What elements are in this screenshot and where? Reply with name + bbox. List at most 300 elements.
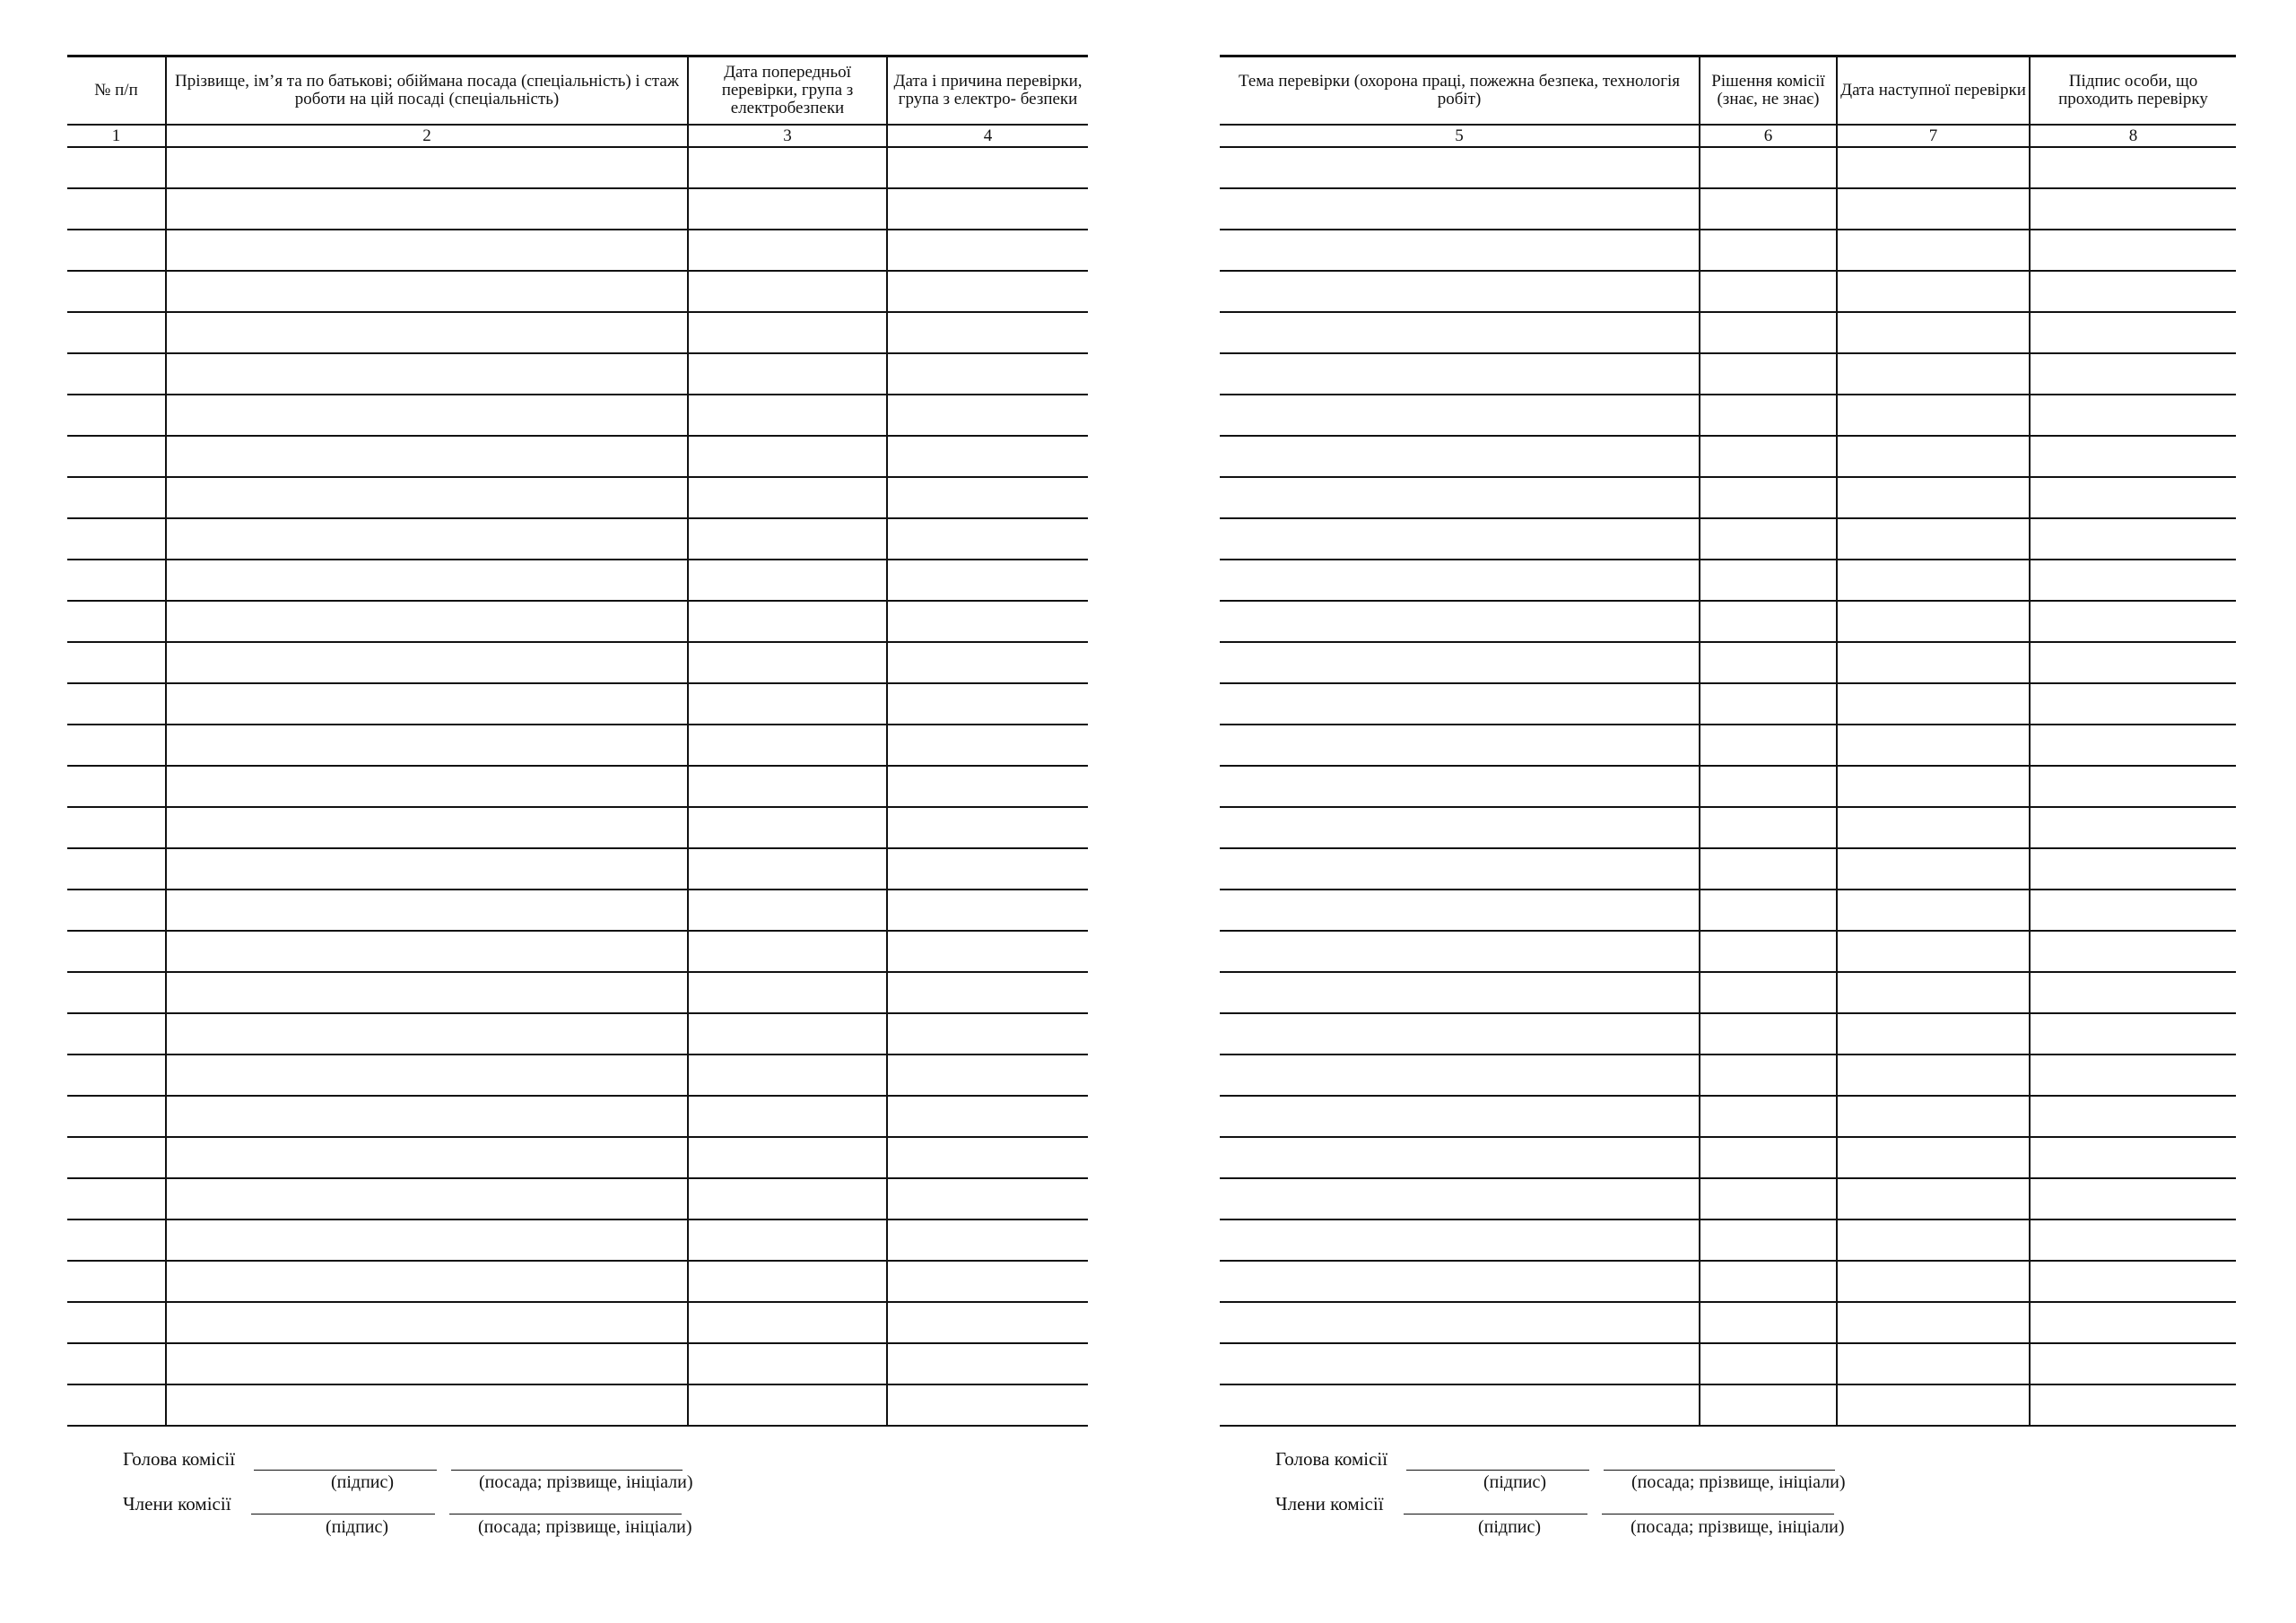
table-cell[interactable] xyxy=(688,1384,887,1426)
table-cell[interactable] xyxy=(887,848,1088,890)
table-row xyxy=(1220,1178,2236,1219)
chair-position-line[interactable] xyxy=(451,1470,683,1471)
table-cell[interactable] xyxy=(1700,848,1837,890)
table-cell[interactable] xyxy=(688,766,887,807)
table-cell[interactable] xyxy=(166,188,688,230)
right-journal-table xyxy=(1220,55,2236,1427)
table-cell[interactable] xyxy=(166,848,688,890)
table-cell[interactable] xyxy=(1220,188,1700,230)
table-cell[interactable] xyxy=(887,436,1088,477)
table-cell[interactable] xyxy=(688,1219,887,1261)
table-cell[interactable] xyxy=(67,560,166,601)
table-row xyxy=(1220,147,2236,188)
table-row xyxy=(67,890,1088,931)
table-cell[interactable] xyxy=(67,1055,166,1096)
table-cell[interactable] xyxy=(2030,518,2236,560)
table-row xyxy=(67,312,1088,353)
table-cell[interactable] xyxy=(688,147,887,188)
col-header-number: № п/п xyxy=(67,56,166,126)
col-number-label: 8 xyxy=(2030,125,2236,147)
table-cell[interactable] xyxy=(887,1219,1088,1261)
chair-label: Голова комісії xyxy=(123,1448,236,1470)
table-cell[interactable] xyxy=(887,1096,1088,1137)
table-cell[interactable] xyxy=(2030,312,2236,353)
table-cell[interactable] xyxy=(1700,353,1837,395)
table-cell[interactable] xyxy=(67,230,166,271)
table-row xyxy=(67,766,1088,807)
table-cell[interactable] xyxy=(688,477,887,518)
col-header-previous-check: Дата попередньої перевірки, група з електробезпеки xyxy=(688,56,887,126)
table-cell[interactable] xyxy=(1700,1178,1837,1219)
table-cell[interactable] xyxy=(2030,1384,2236,1426)
table-cell[interactable] xyxy=(67,1137,166,1178)
table-row xyxy=(67,395,1088,436)
table-cell[interactable] xyxy=(887,353,1088,395)
table-row xyxy=(67,1178,1088,1219)
table-cell[interactable] xyxy=(1837,1343,2030,1384)
table-cell[interactable] xyxy=(1700,436,1837,477)
table-cell[interactable] xyxy=(67,1178,166,1219)
table-cell[interactable] xyxy=(2030,807,2236,848)
table-cell[interactable] xyxy=(166,1302,688,1343)
right-table-body xyxy=(1220,147,2236,1426)
table-cell[interactable] xyxy=(1837,725,2030,766)
table-cell[interactable] xyxy=(67,890,166,931)
col-header-signature: Підпис особи, що проходить перевірку xyxy=(2030,56,2236,126)
table-cell[interactable] xyxy=(887,560,1088,601)
table-row xyxy=(1220,807,2236,848)
table-cell[interactable] xyxy=(166,477,688,518)
table-cell[interactable] xyxy=(1220,725,1700,766)
table-cell[interactable] xyxy=(166,890,688,931)
table-cell[interactable] xyxy=(2030,477,2236,518)
table-cell[interactable] xyxy=(67,1013,166,1055)
table-cell[interactable] xyxy=(887,683,1088,725)
table-cell[interactable] xyxy=(67,1219,166,1261)
table-row xyxy=(67,1219,1088,1261)
table-cell[interactable] xyxy=(688,1055,887,1096)
table-cell[interactable] xyxy=(2030,642,2236,683)
table-cell[interactable] xyxy=(166,560,688,601)
table-cell[interactable] xyxy=(1700,931,1837,972)
table-cell[interactable] xyxy=(166,1013,688,1055)
table-cell[interactable] xyxy=(1837,972,2030,1013)
table-row xyxy=(1220,931,2236,972)
table-cell[interactable] xyxy=(688,395,887,436)
table-cell[interactable] xyxy=(688,848,887,890)
table-cell[interactable] xyxy=(1700,477,1837,518)
table-row xyxy=(67,271,1088,312)
chair-signature-line[interactable] xyxy=(1406,1470,1589,1471)
table-cell[interactable] xyxy=(1837,271,2030,312)
table-cell[interactable] xyxy=(166,683,688,725)
table-row xyxy=(67,1013,1088,1055)
table-cell[interactable] xyxy=(887,230,1088,271)
table-cell[interactable] xyxy=(688,353,887,395)
table-cell[interactable] xyxy=(67,601,166,642)
table-cell[interactable] xyxy=(2030,1261,2236,1302)
table-cell[interactable] xyxy=(1700,1302,1837,1343)
table-cell[interactable] xyxy=(67,477,166,518)
table-cell[interactable] xyxy=(67,147,166,188)
table-cell[interactable] xyxy=(2030,1302,2236,1343)
table-cell[interactable] xyxy=(1700,601,1837,642)
table-row xyxy=(1220,436,2236,477)
table-cell[interactable] xyxy=(887,890,1088,931)
table-cell[interactable] xyxy=(1837,1302,2030,1343)
table-cell[interactable] xyxy=(166,1055,688,1096)
table-cell[interactable] xyxy=(688,807,887,848)
table-cell[interactable] xyxy=(1837,436,2030,477)
table-cell[interactable] xyxy=(1220,395,1700,436)
table-cell[interactable] xyxy=(1220,766,1700,807)
table-cell[interactable] xyxy=(1837,931,2030,972)
table-cell[interactable] xyxy=(887,1384,1088,1426)
table-cell[interactable] xyxy=(2030,1343,2236,1384)
table-cell[interactable] xyxy=(2030,147,2236,188)
table-cell[interactable] xyxy=(67,518,166,560)
table-cell[interactable] xyxy=(1700,642,1837,683)
table-cell[interactable] xyxy=(2030,436,2236,477)
chair-position-line[interactable] xyxy=(1604,1470,1835,1471)
table-cell[interactable] xyxy=(1220,518,1700,560)
table-cell[interactable] xyxy=(1837,1178,2030,1219)
table-cell[interactable] xyxy=(1700,395,1837,436)
table-cell[interactable] xyxy=(67,807,166,848)
col-header-commission-decision: Рішення комісії (знає, не знає) xyxy=(1700,56,1837,126)
members-label: Члени комісії xyxy=(1275,1493,1384,1515)
table-cell[interactable] xyxy=(1700,147,1837,188)
table-cell[interactable] xyxy=(688,683,887,725)
table-cell[interactable] xyxy=(2030,230,2236,271)
table-row xyxy=(1220,560,2236,601)
table-cell[interactable] xyxy=(2030,972,2236,1013)
table-cell[interactable] xyxy=(1220,931,1700,972)
table-cell[interactable] xyxy=(887,1343,1088,1384)
table-cell[interactable] xyxy=(887,601,1088,642)
table-cell[interactable] xyxy=(166,1096,688,1137)
table-cell[interactable] xyxy=(166,1261,688,1302)
table-cell[interactable] xyxy=(67,1261,166,1302)
table-cell[interactable] xyxy=(2030,766,2236,807)
table-cell[interactable] xyxy=(166,312,688,353)
table-cell[interactable] xyxy=(688,312,887,353)
table-cell[interactable] xyxy=(1700,683,1837,725)
table-cell[interactable] xyxy=(887,1261,1088,1302)
table-row xyxy=(1220,230,2236,271)
table-cell[interactable] xyxy=(688,931,887,972)
table-cell[interactable] xyxy=(688,518,887,560)
table-cell[interactable] xyxy=(887,642,1088,683)
table-cell[interactable] xyxy=(1220,230,1700,271)
table-cell[interactable] xyxy=(1220,848,1700,890)
chair-label: Голова комісії xyxy=(1275,1448,1388,1470)
table-cell[interactable] xyxy=(1700,1261,1837,1302)
table-cell[interactable] xyxy=(688,1261,887,1302)
table-cell[interactable] xyxy=(166,353,688,395)
table-cell[interactable] xyxy=(1700,890,1837,931)
col-number-label: 3 xyxy=(688,125,887,147)
table-cell[interactable] xyxy=(1220,1013,1700,1055)
table-cell[interactable] xyxy=(1837,766,2030,807)
table-cell[interactable] xyxy=(2030,353,2236,395)
table-cell[interactable] xyxy=(166,1137,688,1178)
table-cell[interactable] xyxy=(2030,1137,2236,1178)
table-cell[interactable] xyxy=(688,1013,887,1055)
table-cell[interactable] xyxy=(688,560,887,601)
table-cell[interactable] xyxy=(887,477,1088,518)
table-cell[interactable] xyxy=(688,188,887,230)
table-cell[interactable] xyxy=(166,972,688,1013)
table-cell[interactable] xyxy=(1700,1096,1837,1137)
table-cell[interactable] xyxy=(1837,890,2030,931)
table-cell[interactable] xyxy=(166,518,688,560)
table-cell[interactable] xyxy=(887,312,1088,353)
table-cell[interactable] xyxy=(887,1013,1088,1055)
table-cell[interactable] xyxy=(1837,1384,2030,1426)
table-cell[interactable] xyxy=(1220,436,1700,477)
table-cell[interactable] xyxy=(1837,683,2030,725)
table-cell[interactable] xyxy=(1700,271,1837,312)
table-cell[interactable] xyxy=(1837,188,2030,230)
table-cell[interactable] xyxy=(1220,1343,1700,1384)
table-cell[interactable] xyxy=(1220,1055,1700,1096)
table-cell[interactable] xyxy=(1220,683,1700,725)
table-cell[interactable] xyxy=(1700,807,1837,848)
table-cell[interactable] xyxy=(887,725,1088,766)
table-cell[interactable] xyxy=(688,725,887,766)
table-cell[interactable] xyxy=(887,188,1088,230)
table-cell[interactable] xyxy=(1220,1178,1700,1219)
table-cell[interactable] xyxy=(2030,1096,2236,1137)
table-cell[interactable] xyxy=(1220,353,1700,395)
table-cell[interactable] xyxy=(166,230,688,271)
table-cell[interactable] xyxy=(2030,601,2236,642)
table-cell[interactable] xyxy=(2030,1219,2236,1261)
table-cell[interactable] xyxy=(1220,312,1700,353)
table-cell[interactable] xyxy=(1700,766,1837,807)
table-cell[interactable] xyxy=(1220,1137,1700,1178)
table-row xyxy=(67,601,1088,642)
table-cell[interactable] xyxy=(166,436,688,477)
table-cell[interactable] xyxy=(1837,1261,2030,1302)
table-cell[interactable] xyxy=(67,395,166,436)
table-cell[interactable] xyxy=(688,642,887,683)
table-cell[interactable] xyxy=(1220,1302,1700,1343)
table-cell[interactable] xyxy=(2030,931,2236,972)
table-cell[interactable] xyxy=(688,1343,887,1384)
table-cell[interactable] xyxy=(2030,683,2236,725)
table-row xyxy=(1220,848,2236,890)
table-cell[interactable] xyxy=(1837,1137,2030,1178)
table-cell[interactable] xyxy=(688,230,887,271)
table-cell[interactable] xyxy=(1837,1013,2030,1055)
table-cell[interactable] xyxy=(887,972,1088,1013)
table-cell[interactable] xyxy=(688,1178,887,1219)
table-cell[interactable] xyxy=(166,766,688,807)
table-cell[interactable] xyxy=(67,766,166,807)
left-column-numbers-row xyxy=(67,125,1088,147)
table-cell[interactable] xyxy=(1837,1219,2030,1261)
table-cell[interactable] xyxy=(67,271,166,312)
signature-caption: (підпис) xyxy=(1483,1472,1547,1492)
table-cell[interactable] xyxy=(166,807,688,848)
table-cell[interactable] xyxy=(1700,725,1837,766)
table-cell[interactable] xyxy=(67,436,166,477)
table-cell[interactable] xyxy=(1837,1096,2030,1137)
table-cell[interactable] xyxy=(887,1178,1088,1219)
table-cell[interactable] xyxy=(688,601,887,642)
table-cell[interactable] xyxy=(2030,1178,2236,1219)
table-cell[interactable] xyxy=(1220,271,1700,312)
table-cell[interactable] xyxy=(67,931,166,972)
table-cell[interactable] xyxy=(67,642,166,683)
table-cell[interactable] xyxy=(1700,1343,1837,1384)
table-cell[interactable] xyxy=(688,436,887,477)
table-cell[interactable] xyxy=(1837,518,2030,560)
table-row xyxy=(1220,312,2236,353)
table-cell[interactable] xyxy=(166,1219,688,1261)
table-cell[interactable] xyxy=(166,931,688,972)
table-row xyxy=(67,683,1088,725)
col-number-label: 6 xyxy=(1700,125,1837,147)
table-cell[interactable] xyxy=(166,725,688,766)
table-cell[interactable] xyxy=(1700,1219,1837,1261)
table-cell[interactable] xyxy=(1220,1219,1700,1261)
members-label: Члени комісії xyxy=(123,1493,231,1515)
table-cell[interactable] xyxy=(1700,972,1837,1013)
table-cell[interactable] xyxy=(1700,312,1837,353)
table-cell[interactable] xyxy=(1837,807,2030,848)
table-cell[interactable] xyxy=(1220,1096,1700,1137)
table-cell[interactable] xyxy=(688,1137,887,1178)
table-cell[interactable] xyxy=(1837,395,2030,436)
table-cell[interactable] xyxy=(1700,1013,1837,1055)
table-cell[interactable] xyxy=(887,395,1088,436)
col-header-check-reason: Дата і причина перевірки, група з електро- безпеки xyxy=(887,56,1088,126)
table-row xyxy=(1220,518,2236,560)
table-cell[interactable] xyxy=(688,972,887,1013)
table-cell[interactable] xyxy=(67,848,166,890)
table-cell[interactable] xyxy=(1837,312,2030,353)
table-row xyxy=(1220,1384,2236,1426)
table-row xyxy=(1220,642,2236,683)
table-cell[interactable] xyxy=(1700,1137,1837,1178)
table-cell[interactable] xyxy=(887,931,1088,972)
table-cell[interactable] xyxy=(1700,1055,1837,1096)
table-cell[interactable] xyxy=(688,1096,887,1137)
table-cell[interactable] xyxy=(166,147,688,188)
table-cell[interactable] xyxy=(67,725,166,766)
table-cell[interactable] xyxy=(1837,353,2030,395)
table-cell[interactable] xyxy=(887,807,1088,848)
right-page xyxy=(1148,0,2296,1623)
table-cell[interactable] xyxy=(1700,560,1837,601)
col-header-check-topic: Тема перевірки (охорона праці, пожежна безпека, технологія робіт) xyxy=(1220,56,1700,126)
table-row xyxy=(67,807,1088,848)
table-cell[interactable] xyxy=(67,1384,166,1426)
table-cell[interactable] xyxy=(67,683,166,725)
members-signature-line[interactable] xyxy=(251,1514,435,1515)
table-cell[interactable] xyxy=(67,1343,166,1384)
table-cell[interactable] xyxy=(2030,725,2236,766)
table-cell[interactable] xyxy=(166,601,688,642)
table-cell[interactable] xyxy=(887,1137,1088,1178)
table-cell[interactable] xyxy=(166,1343,688,1384)
table-cell[interactable] xyxy=(1837,230,2030,271)
table-cell[interactable] xyxy=(887,1055,1088,1096)
table-cell[interactable] xyxy=(1220,147,1700,188)
table-cell[interactable] xyxy=(887,147,1088,188)
table-cell[interactable] xyxy=(887,271,1088,312)
table-cell[interactable] xyxy=(67,1096,166,1137)
table-cell[interactable] xyxy=(887,1302,1088,1343)
table-cell[interactable] xyxy=(1837,601,2030,642)
table-cell[interactable] xyxy=(2030,395,2236,436)
table-row xyxy=(1220,1302,2236,1343)
members-position-line[interactable] xyxy=(449,1514,682,1515)
table-cell[interactable] xyxy=(166,1178,688,1219)
table-cell[interactable] xyxy=(1220,601,1700,642)
table-cell[interactable] xyxy=(1837,1055,2030,1096)
table-cell[interactable] xyxy=(2030,1055,2236,1096)
table-cell[interactable] xyxy=(1837,642,2030,683)
chair-signature-line[interactable] xyxy=(254,1470,437,1471)
table-cell[interactable] xyxy=(67,1302,166,1343)
table-cell[interactable] xyxy=(1700,518,1837,560)
table-cell[interactable] xyxy=(1220,890,1700,931)
table-cell[interactable] xyxy=(2030,1013,2236,1055)
table-cell[interactable] xyxy=(887,518,1088,560)
table-cell[interactable] xyxy=(1837,147,2030,188)
table-cell[interactable] xyxy=(2030,848,2236,890)
table-cell[interactable] xyxy=(1220,642,1700,683)
table-cell[interactable] xyxy=(1700,1384,1837,1426)
table-cell[interactable] xyxy=(67,353,166,395)
table-cell[interactable] xyxy=(2030,271,2236,312)
table-cell[interactable] xyxy=(2030,890,2236,931)
members-position-line[interactable] xyxy=(1602,1514,1834,1515)
table-cell[interactable] xyxy=(1700,230,1837,271)
table-cell[interactable] xyxy=(166,1384,688,1426)
table-cell[interactable] xyxy=(1220,1384,1700,1426)
table-cell[interactable] xyxy=(1700,188,1837,230)
table-cell[interactable] xyxy=(166,642,688,683)
table-cell[interactable] xyxy=(1220,807,1700,848)
table-cell[interactable] xyxy=(688,890,887,931)
table-cell[interactable] xyxy=(67,312,166,353)
table-cell[interactable] xyxy=(1220,477,1700,518)
table-cell[interactable] xyxy=(688,1302,887,1343)
table-cell[interactable] xyxy=(688,271,887,312)
table-cell[interactable] xyxy=(1837,848,2030,890)
members-signature-line[interactable] xyxy=(1404,1514,1587,1515)
table-cell[interactable] xyxy=(2030,560,2236,601)
table-row xyxy=(67,725,1088,766)
table-row xyxy=(67,1261,1088,1302)
table-cell[interactable] xyxy=(1220,560,1700,601)
table-cell[interactable] xyxy=(1837,560,2030,601)
table-cell[interactable] xyxy=(887,766,1088,807)
table-cell[interactable] xyxy=(1837,477,2030,518)
table-cell[interactable] xyxy=(2030,188,2236,230)
table-cell[interactable] xyxy=(1220,1261,1700,1302)
table-cell[interactable] xyxy=(166,395,688,436)
table-cell[interactable] xyxy=(166,271,688,312)
table-cell[interactable] xyxy=(1220,972,1700,1013)
table-cell[interactable] xyxy=(67,972,166,1013)
table-cell[interactable] xyxy=(67,188,166,230)
